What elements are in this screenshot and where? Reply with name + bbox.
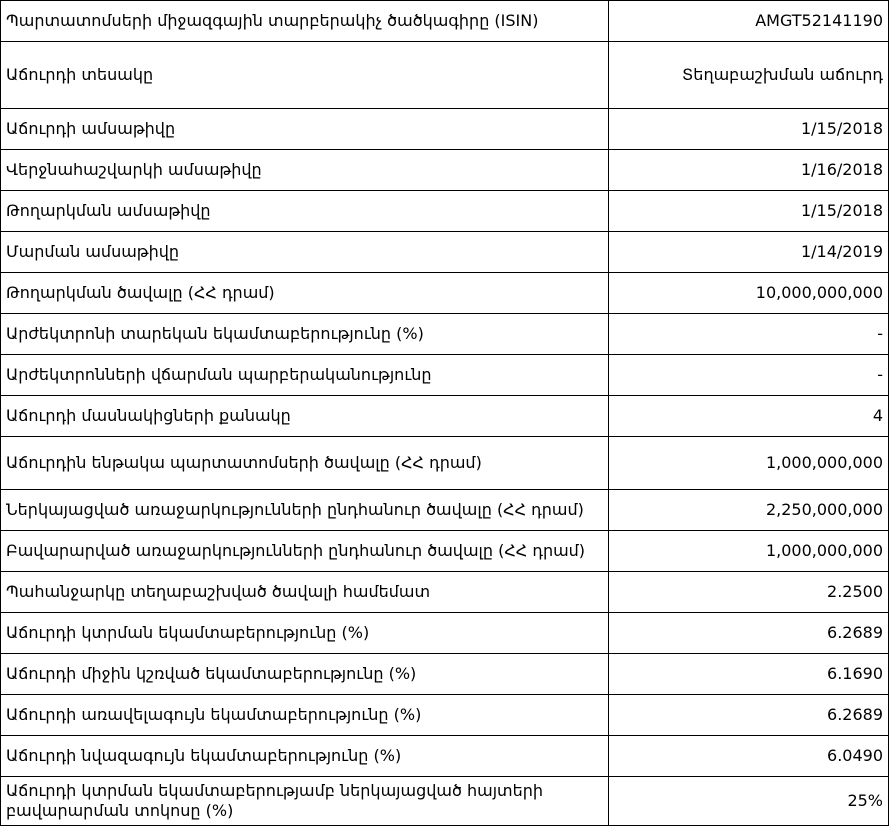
table-row <box>1 654 889 695</box>
table-row <box>1 355 889 396</box>
row-value: 10,000,000,000 <box>609 273 889 314</box>
row-label: Արժեկտրոնի տարեկան եկամտաբերությունը (%) <box>1 314 609 355</box>
row-value: 4 <box>609 396 889 437</box>
row-value: 25% <box>609 777 889 826</box>
row-value: 1/15/2018 <box>609 191 889 232</box>
table-row <box>1 396 889 437</box>
table-row <box>1 531 889 572</box>
table-row <box>1 437 889 490</box>
table-row <box>1 736 889 777</box>
table-row <box>1 777 889 826</box>
row-label: Թողարկման ծավալը (ՀՀ դրամ) <box>1 273 609 314</box>
table-row <box>1 150 889 191</box>
row-value: Տեղաբաշխման աճուրդ <box>609 42 889 109</box>
row-label: Աճուրդի կտրման եկամտաբերությամբ ներկայացված հայտերի բավարարման տոկոսը (%) <box>1 777 609 826</box>
table-row <box>1 273 889 314</box>
row-value: 1,000,000,000 <box>609 531 889 572</box>
row-value: 1,000,000,000 <box>609 437 889 490</box>
table-row <box>1 314 889 355</box>
table-row <box>1 490 889 531</box>
table-row <box>1 232 889 273</box>
row-label: Վերջնահաշվարկի ամսաթիվը <box>1 150 609 191</box>
row-label: Թողարկման ամսաթիվը <box>1 191 609 232</box>
table-row <box>1 42 889 109</box>
row-label: Աճուրդի կտրման եկամտաբերությունը (%) <box>1 613 609 654</box>
table-row <box>1 695 889 736</box>
row-label: Աճուրդի առավելագույն եկամտաբերությունը (%) <box>1 695 609 736</box>
row-label: Ներկայացված առաջարկությունների ընդհանուր ծավալը (ՀՀ դրամ) <box>1 490 609 531</box>
table-row <box>1 572 889 613</box>
row-label: Արժեկտրոնների վճարման պարբերականությունը <box>1 355 609 396</box>
row-label: Բավարարված առաջարկությունների ընդհանուր ծավալը (ՀՀ դրամ) <box>1 531 609 572</box>
row-label: Աճուրդի նվազագույն եկամտաբերությունը (%) <box>1 736 609 777</box>
row-label: Աճուրդի ամսաթիվը <box>1 109 609 150</box>
table-row <box>1 191 889 232</box>
row-value: 2.2500 <box>609 572 889 613</box>
row-value: 2,250,000,000 <box>609 490 889 531</box>
row-value: AMGT52141190 <box>609 1 889 42</box>
row-label: Պարտատոմսերի միջազգային տարբերակիչ ծածկագիրը (ISIN) <box>1 1 609 42</box>
row-value: - <box>609 355 889 396</box>
row-value: 6.2689 <box>609 613 889 654</box>
row-value: 1/16/2018 <box>609 150 889 191</box>
row-label: Աճուրդի միջին կշռված եկամտաբերությունը (%) <box>1 654 609 695</box>
row-value: 1/14/2019 <box>609 232 889 273</box>
row-value: 6.0490 <box>609 736 889 777</box>
table-row <box>1 613 889 654</box>
row-label: Աճուրդի մասնակիցների քանակը <box>1 396 609 437</box>
row-label: Աճուրդի տեսակը <box>1 42 609 109</box>
row-value: 6.1690 <box>609 654 889 695</box>
table-row <box>1 1 889 42</box>
row-value: 1/15/2018 <box>609 109 889 150</box>
row-label: Պահանջարկը տեղաբաշխված ծավալի համեմատ <box>1 572 609 613</box>
row-label: Մարման ամսաթիվը <box>1 232 609 273</box>
row-label: Աճուրդին ենթակա պարտատոմսերի ծավալը (ՀՀ դրամ) <box>1 437 609 490</box>
row-value: 6.2689 <box>609 695 889 736</box>
row-value: - <box>609 314 889 355</box>
table-row <box>1 109 889 150</box>
